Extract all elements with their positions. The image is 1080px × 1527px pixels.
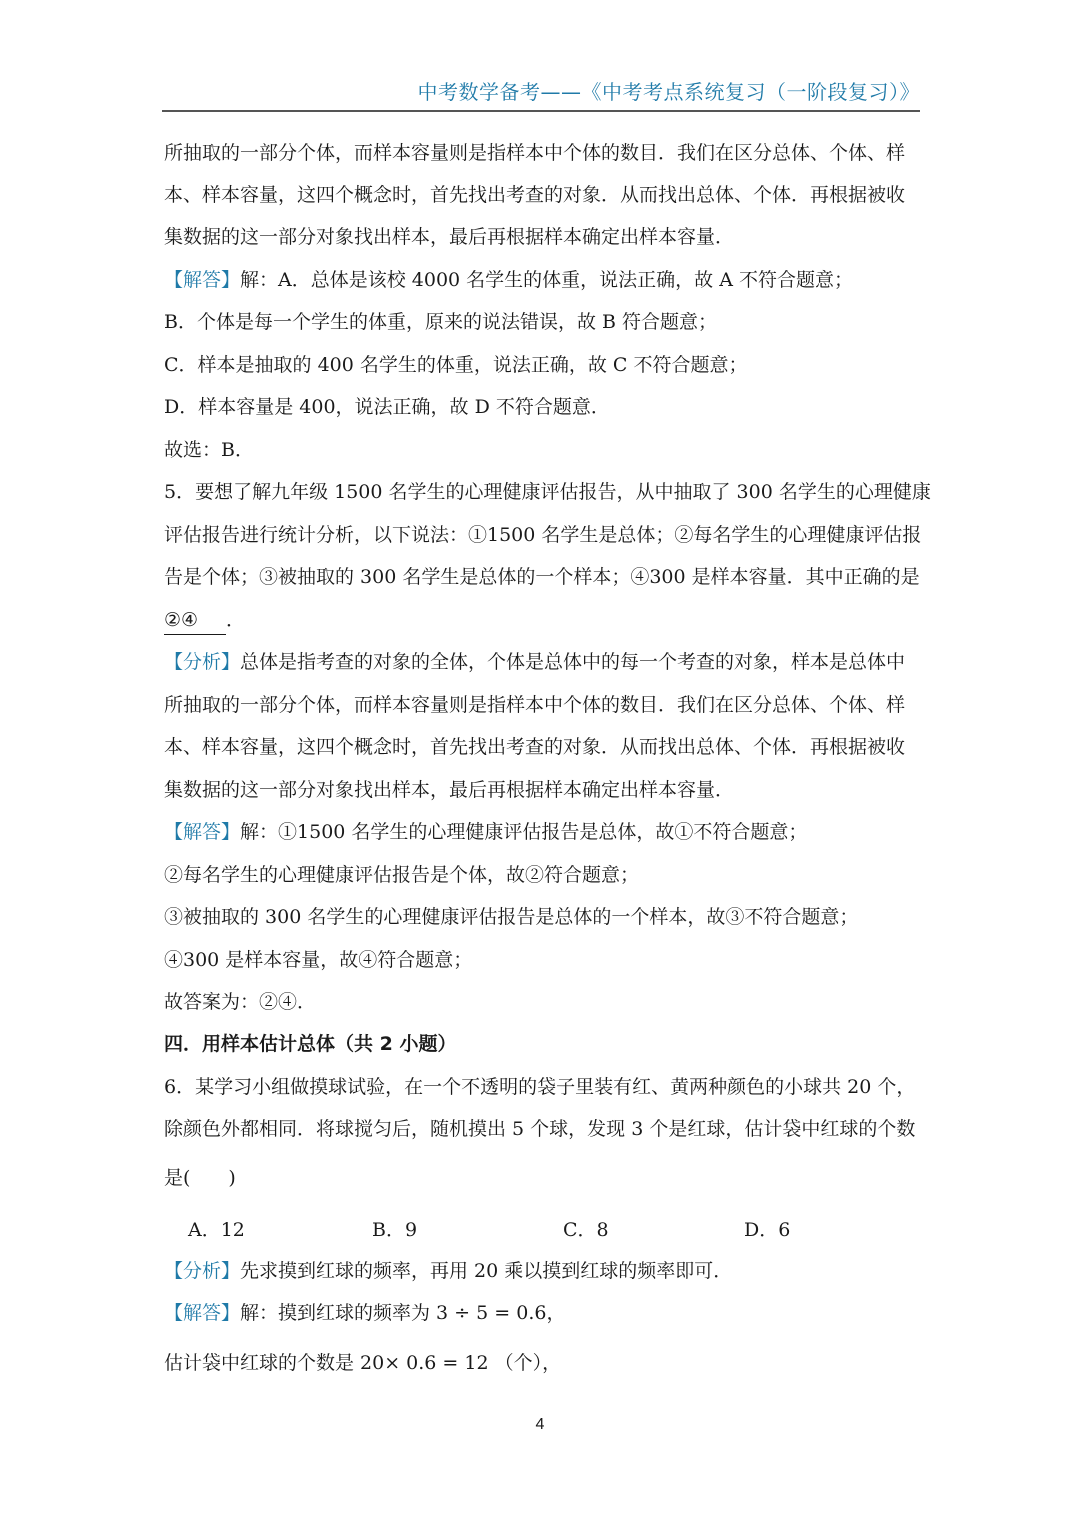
- q4-choose: 故选：B．: [164, 439, 254, 461]
- header-divider: [162, 110, 920, 112]
- answer-blank: ②④: [164, 606, 226, 635]
- page-header-title: 中考数学备考——《中考考点系统复习（一阶段复习）》: [417, 80, 920, 104]
- q5-answer: [164, 818, 920, 846]
- q5-stem-line: 5．要想了解九年级 1500 名学生的心理健康评估报告，从中抽取了 300 名学生的心理健康: [164, 481, 931, 503]
- text-line: ②每名学生的心理健康评估报告是个体，故②符合题意；: [164, 864, 640, 886]
- analysis-text: 总体是指考查的对象的全体，个体是总体中的每一个考查的对象，样本是总体中: [240, 651, 906, 673]
- option-c: C．8: [563, 1219, 609, 1241]
- q4-answer-c: C．样本是抽取的 400 名学生的体重，说法正确，故 C 不符合题意；: [164, 354, 748, 376]
- text-line: 本、样本容量，这四个概念时，首先找出考查的对象．从而找出总体、个体．再根据被收: [164, 736, 906, 758]
- analysis-text: 先求摸到红球的频率，再用 20 乘以摸到红球的频率即可．: [240, 1260, 733, 1282]
- q4-answer-d: D．样本容量是 400，说法正确，故 D 不符合题意．: [164, 396, 610, 418]
- q5-answer-blank-line: [164, 606, 920, 635]
- q5-stem-line: 告是个体；③被抽取的 300 名学生是总体的一个样本；④300 是样本容量．其中正确的是: [164, 566, 920, 588]
- answer-tag: 【解答】: [164, 269, 241, 291]
- option-b: B．9: [372, 1219, 418, 1241]
- section-heading: 四．用样本估计总体（共 2 小题）: [164, 1033, 457, 1055]
- text-line: ④300 是样本容量，故④符合题意；: [164, 949, 473, 971]
- q6-stem-line: 除颜色外都相同．将球搅匀后，随机摸出 5 个球，发现 3 个是红球，估计袋中红球的个数: [164, 1118, 916, 1140]
- text-line: 所抽取的一部分个体，而样本容量则是指样本中个体的数目．我们在区分总体、个体、样: [164, 142, 906, 164]
- answer-text: 解：A．总体是该校 4000 名学生的体重，说法正确，故 A 不符合题意；: [240, 269, 853, 291]
- text-line: 本、样本容量，这四个概念时，首先找出考查的对象．从而找出总体、个体．再根据被收: [164, 184, 906, 206]
- text-line: 集数据的这一部分对象找出样本，最后再根据样本确定出样本容量．: [164, 779, 735, 801]
- option-d: D．6: [744, 1219, 791, 1241]
- answer-tag: 【解答】: [164, 1302, 241, 1324]
- q5-stem-line: 评估报告进行统计分析，以下说法：①1500 名学生是总体；②每名学生的心理健康评估报: [164, 524, 922, 546]
- q6-analysis: [164, 1257, 920, 1285]
- analysis-tag: 【分析】: [164, 651, 241, 673]
- q4-answer-a: [164, 266, 920, 294]
- q6-stem-line: 是( ): [164, 1167, 236, 1189]
- answer-tag: 【解答】: [164, 821, 241, 843]
- q4-answer-b: B．个体是每一个学生的体重，原来的说法错误，故 B 符合题意；: [164, 311, 718, 333]
- q5-analysis: [164, 648, 920, 676]
- text-line: ③被抽取的 300 名学生的心理健康评估报告是总体的一个样本，故③不符合题意；: [164, 906, 859, 928]
- text-line: 所抽取的一部分个体，而样本容量则是指样本中个体的数目．我们在区分总体、个体、样: [164, 694, 906, 716]
- q6-options: [188, 1216, 888, 1244]
- text-line: 集数据的这一部分对象找出样本，最后再根据样本确定出样本容量．: [164, 226, 735, 248]
- analysis-tag: 【分析】: [164, 1260, 241, 1282]
- answer-text: 解：摸到红球的频率为 3 ÷ 5 = 0.6，: [240, 1302, 566, 1324]
- q6-answer: [164, 1299, 920, 1327]
- answer-text: 解：①1500 名学生的心理健康评估报告是总体，故①不符合题意；: [240, 821, 808, 843]
- q6-stem-line: 6．某学习小组做摸球试验，在一个不透明的袋子里装有红、黄两种颜色的小球共 20 个，: [164, 1076, 916, 1098]
- period: ．: [226, 609, 246, 631]
- q5-final-answer: 故答案为：②④．: [164, 991, 317, 1013]
- page-number: 4: [535, 1416, 545, 1433]
- option-a: A．12: [188, 1219, 245, 1241]
- text-line: 估计袋中红球的个数是 20× 0.6 = 12 （个），: [164, 1352, 562, 1374]
